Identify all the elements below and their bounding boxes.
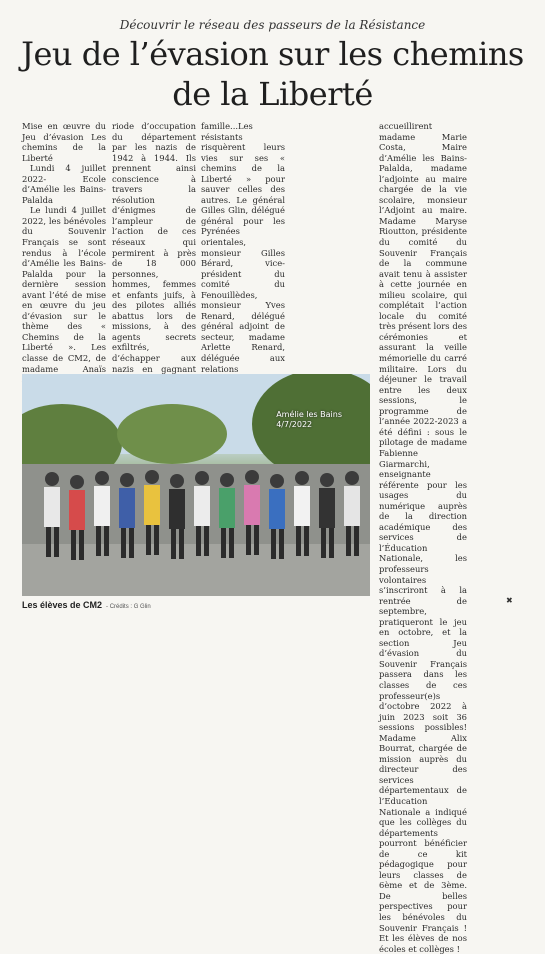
photo-scene xyxy=(22,374,370,596)
end-mark-icon: ✖ xyxy=(506,596,513,605)
photo-date-stamp xyxy=(276,410,342,430)
kicker: Découvrir le réseau des passeurs de la Résistance xyxy=(119,18,426,32)
paragraph: riode d’occupation du département par les nazis de 1942 à 1944. Ils prennent ainsi conscience à travers la résolution d’énigmes de l’ampleur de l’action de ces réseaux qui permirent à près de 18 000 personnes, hommes, femmes et enfants juifs, à des pilotes alliés abattus lors de missions, à des agents secrets exfiltrés, d’échapper aux nazis en gagnant xyxy=(112,121,196,374)
paragraph: Lundi 4 juillet 2022- Ecole d’Amélie les Bains-Palalda xyxy=(22,163,106,205)
class-photo xyxy=(22,374,370,596)
paragraph: Mise en œuvre du Jeu d’évasion Les chemins de la Liberté xyxy=(22,121,106,163)
headline-line-1: Jeu de l’évasion sur les chemins xyxy=(21,35,524,73)
photo-credit: - Crédits : G Glin xyxy=(106,604,151,610)
headline-line-2: de la Liberté xyxy=(172,75,373,113)
article-column-4 xyxy=(379,121,467,954)
stamp-date: 4/7/2022 xyxy=(276,420,313,429)
caption-text: Les élèves de CM2 xyxy=(22,600,103,610)
photo-caption xyxy=(22,600,151,610)
paragraph: accueillirent madame Marie Costa, Maire d’Amélie les Bains-Palalda, madame l’adjointe au maire chargée de la vie scolaire, monsieur l’Adjoint au maire. Madame Maryse Rioutton, présidente du comité du Souvenir Français de la commune avait tenu à assister à cette journée en milieu scolaire, qui complétait l’action locale du comité très présent lors des cérémonies et assurant la veille mémorielle du carré militaire. Lors du déjeuner le travail entre les deux sessions, le programme de l’année 2022-2023 a été défini : sous le pilotage de madame Fabienne Giarmarchi, enseignante référente pour les usages du numérique auprès de la direction académique des services de l’Éducation Nationale, les professeurs volontaires s’inscriront à la rentrée de septembre, pratiqueront le jeu en octobre, et la section Jeu d’évasion du Souvenir Français passera dans les classes de ces professeur(e)s d’octobre 2022 à juin 2023 soit 36 sessions possibles! Madame Alix Bourrat, chargée de mission auprès du directeur des services départementaux de l’Education Nationale a indiqué que les collèges du départements pourront bénéficier de ce kit pédagogique pour leurs classes de 6ème et de 3ème. De belles perspectives pour les bénévoles du Souvenir Français ! Et les élèves de nos écoles et collèges ! xyxy=(379,121,467,954)
stamp-place: Amélie les Bains xyxy=(276,410,342,419)
paragraph: famille...Les résistants risquèrent leurs vies sur ses « chemins de la Liberté » pour sauver celles des autres. Le général Gilles Glin, délégué général pour les Pyrénées orientales, monsieur Gilles Bérard, vice-président du comité du Fenouillèdes, monsieur Yves Renard, délégué général adjoint de secteur, madame Arlette Renard, déléguée aux relations xyxy=(201,121,285,374)
headline xyxy=(20,34,525,114)
paragraph: Le lundi 4 juillet 2022, les bénévoles du Souvenir Français se sont rendus à l’école d’Amélie les Bains-Palalda pour la dernière session avant l’été de mise en œuvre du jeu d’évasion sur le thème des « Chemins de la Liberté ». Les classe de CM2, de madame Anaïs xyxy=(22,205,106,374)
